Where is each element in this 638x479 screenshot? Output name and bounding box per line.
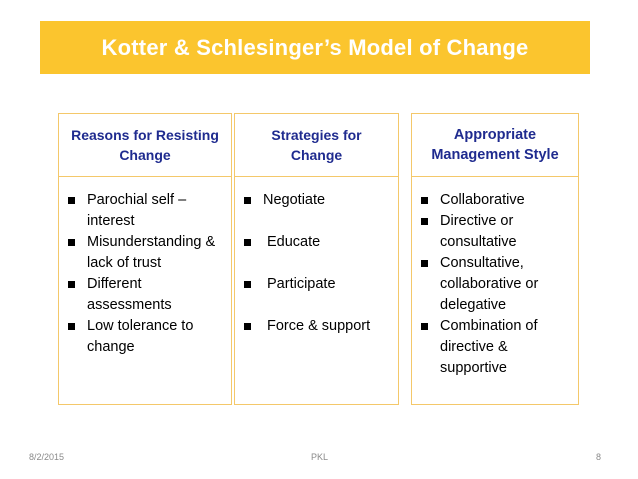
slide-title: Kotter & Schlesinger’s Model of Change — [101, 34, 529, 60]
list-item-text: Combination of directive & supportive — [440, 318, 538, 376]
list-item-text: Low tolerance to change — [87, 318, 194, 355]
list-item-text: Different assessments — [87, 276, 172, 313]
list-item-text: Educate — [267, 234, 321, 250]
list-item-text: Negotiate — [263, 192, 326, 208]
square-bullet-icon — [68, 197, 75, 204]
footer-date: 8/2/2015 — [29, 452, 65, 462]
list-item-text: Directive or consultative — [440, 213, 517, 250]
column-header-label: Appropriate Management Style — [431, 127, 559, 163]
list-item — [67, 190, 225, 232]
column-reasons-for-resisting — [58, 113, 232, 405]
square-bullet-icon — [421, 218, 428, 225]
square-bullet-icon — [244, 197, 251, 204]
title-banner — [40, 21, 590, 74]
list-item-text: Participate — [267, 276, 336, 292]
list-item-text: Force & support — [267, 318, 371, 334]
list-item-text: Collaborative — [440, 192, 525, 208]
footer-author: PKL — [311, 452, 329, 462]
list-item-text: Misunderstanding & lack of trust — [87, 234, 216, 271]
column-header-label: Strategies for Change — [271, 127, 362, 163]
list-item — [420, 211, 572, 253]
bullet-list — [235, 177, 398, 337]
column-header — [59, 114, 231, 177]
column-strategies-for-change — [234, 113, 399, 405]
square-bullet-icon — [421, 197, 428, 204]
slide-number: 8 — [596, 452, 602, 462]
square-bullet-icon — [68, 323, 75, 330]
list-item — [243, 316, 394, 337]
list-item — [420, 190, 572, 211]
column-header — [235, 114, 398, 177]
square-bullet-icon — [244, 281, 251, 288]
square-bullet-icon — [244, 239, 251, 246]
list-item — [67, 232, 225, 274]
bullet-list — [59, 177, 231, 358]
list-item-text: Parochial self – interest — [87, 192, 187, 229]
list-item — [243, 190, 394, 211]
square-bullet-icon — [68, 239, 75, 246]
list-item — [67, 316, 225, 358]
square-bullet-icon — [421, 260, 428, 267]
bullet-list — [412, 177, 578, 379]
column-header-label: Reasons for Resisting Change — [71, 127, 219, 163]
square-bullet-icon — [421, 323, 428, 330]
list-item — [243, 232, 394, 253]
list-item — [243, 274, 394, 295]
square-bullet-icon — [244, 323, 251, 330]
column-appropriate-management-style — [411, 113, 579, 405]
list-item — [420, 316, 572, 379]
square-bullet-icon — [68, 281, 75, 288]
list-item — [420, 253, 572, 316]
list-item-text: Consultative, collaborative or delegative — [440, 255, 539, 313]
list-item — [67, 274, 225, 316]
column-header — [412, 114, 578, 177]
